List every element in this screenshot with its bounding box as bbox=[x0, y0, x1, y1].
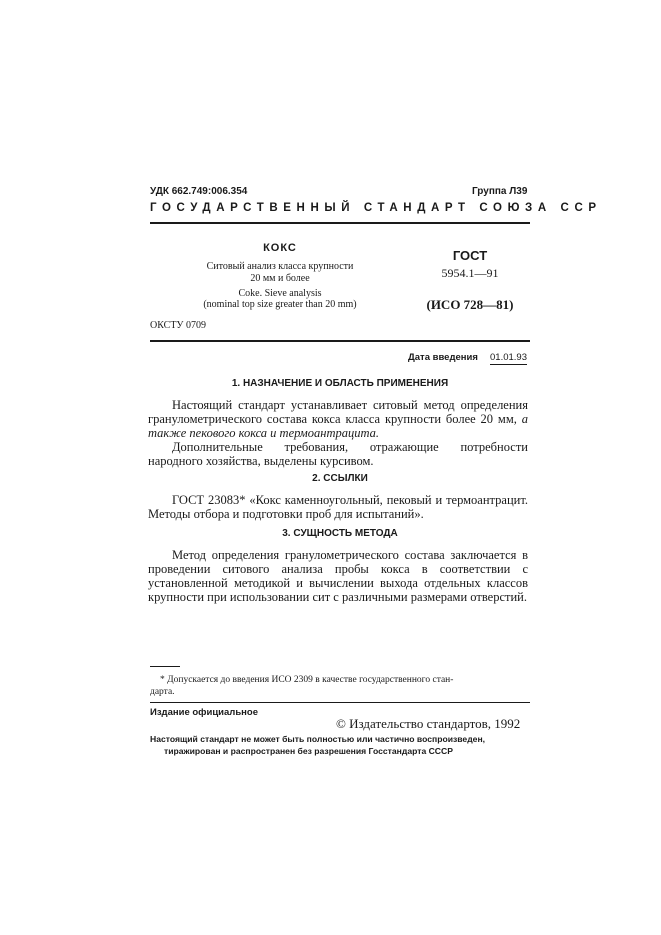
section-1-heading: 1. НАЗНАЧЕНИЕ И ОБЛАСТЬ ПРИМЕНЕНИЯ bbox=[231, 378, 449, 389]
copyright-text: Издательство стандартов, 1992 bbox=[349, 716, 521, 731]
header-rule bbox=[150, 222, 530, 224]
group-code: Группа Л39 bbox=[472, 186, 528, 197]
title-block-rule bbox=[150, 340, 530, 342]
copyright-line bbox=[336, 716, 520, 732]
intro-date-value: 01.01.93 bbox=[490, 352, 527, 363]
section-3-paragraph-1 bbox=[148, 548, 528, 604]
footnote-line1: Допускается до введения ИСО 2309 в качестве государственного стан- bbox=[167, 675, 454, 685]
section-3-p1-text: Метод определения гранулометрического состава заключается в проведении ситового анализа пробы кокса в соответствии с установленной методикой и вычислении выхода отдельных классов крупности при использовании сит с различными размерами отверстий. bbox=[148, 548, 528, 604]
section-1-paragraph-2 bbox=[148, 440, 528, 468]
section-1-p1-regular: Настоящий стандарт устанавливает ситовый метод определения гранулометрического состава кокса класса крупности более 20 мм, bbox=[148, 398, 528, 426]
english-title-line1: Coke. Sieve analysis bbox=[238, 288, 322, 299]
copyright-icon: © bbox=[336, 716, 346, 731]
reproduction-notice-line1: Настоящий стандарт не может быть полностью или частично воспроизведен, bbox=[150, 734, 486, 744]
udk-code: УДК 662.749:006.354 bbox=[150, 186, 248, 197]
section-1-paragraph-1 bbox=[148, 398, 528, 440]
reproduction-notice-line2: тиражирован и распространен без разрешения Госстандарта СССР bbox=[164, 746, 453, 756]
footnote-rule bbox=[150, 666, 180, 667]
state-standard-banner: ГОСУДАРСТВЕННЫЙ СТАНДАРТ СОЮЗА ССР bbox=[150, 202, 602, 214]
footnote-line2: дарта. bbox=[150, 687, 175, 697]
iso-reference: (ИСО 728—81) bbox=[426, 297, 514, 312]
doc-subtitle-line2: 20 мм и более bbox=[250, 273, 310, 284]
official-edition: Издание официальное bbox=[150, 707, 258, 718]
gost-label: ГОСТ bbox=[452, 248, 488, 263]
footnote-mark: * bbox=[160, 675, 165, 685]
section-2-paragraph-1 bbox=[148, 493, 528, 521]
doc-title: КОКС bbox=[263, 242, 297, 254]
section-3-heading: 3. СУЩНОСТЬ МЕТОДА bbox=[282, 528, 398, 539]
doc-subtitle-line1: Ситовый анализ класса крупности bbox=[206, 261, 354, 272]
intro-date-label: Дата введения bbox=[408, 352, 478, 363]
english-title-line2: (nominal top size greater than 20 mm) bbox=[203, 299, 357, 310]
section-2-p1-text: ГОСТ 23083* «Кокс каменноугольный, пековый и термоантрацит. Методы отбора и подготовки проб для испытаний». bbox=[148, 493, 528, 521]
footnote bbox=[150, 674, 530, 698]
footer-rule bbox=[150, 702, 530, 703]
section-1-p1-italic: а также пекового кокса и термоантрацита. bbox=[148, 412, 528, 440]
section-2-heading: 2. ССЫЛКИ bbox=[312, 473, 368, 484]
section-1-p2-text: Дополнительные требования, отражающие потребности народного хозяйства, выделены курсивом. bbox=[148, 440, 528, 468]
okstu-code: ОКСТУ 0709 bbox=[150, 320, 207, 331]
gost-number: 5954.1—91 bbox=[441, 266, 499, 280]
